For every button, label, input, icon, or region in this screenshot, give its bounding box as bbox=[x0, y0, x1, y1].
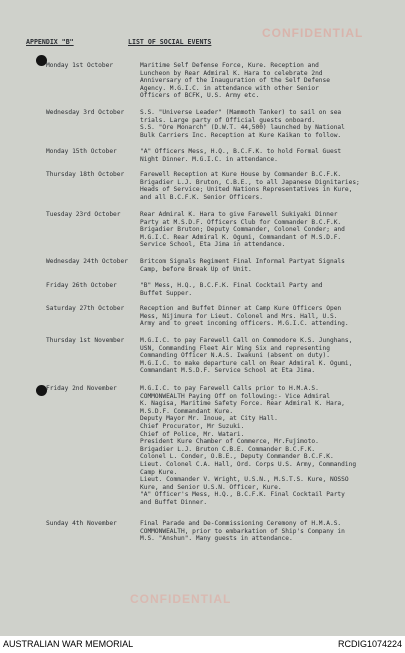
event-description: Reception and Buffet Dinner at Camp Kure Officers Open Mess, Nijimura for Lieut. Colonel and Mrs. Hall, U.S. Army and to greet incoming officers. M.G.I.C. attending. bbox=[140, 305, 349, 328]
event-date: Saturday 27th October bbox=[46, 305, 125, 312]
event-date: Friday 2nd November bbox=[46, 385, 117, 392]
event-date: Monday 15th October bbox=[46, 148, 117, 155]
event-date: Tuesday 23rd October bbox=[46, 211, 121, 218]
record-id: RCDIG1074224 bbox=[337, 639, 402, 649]
event-date: Monday 1st October bbox=[46, 62, 114, 69]
confidential-stamp: CONFIDENTIAL bbox=[130, 592, 232, 606]
event-description: Final Parade and De-Commissioning Ceremony of H.M.A.S. COMMONWEALTH, prior to embarkation of Ship's Company in M.S. "Anshun". Many guests in attendance. bbox=[140, 520, 345, 543]
event-description: "A" Officers Mess, H.Q., B.C.F.K. to hold Formal Guest Night Dinner. M.G.I.C. in attendance. bbox=[140, 148, 342, 163]
event-description: Britcom Signals Regiment Final Informal Partyat Signals Camp, before Break Up of Unit. bbox=[140, 258, 345, 273]
archive-name: AUSTRALIAN WAR MEMORIAL bbox=[3, 639, 134, 649]
document-title: LIST OF SOCIAL EVENTS bbox=[128, 38, 212, 46]
event-date: Wednesday 24th October bbox=[46, 258, 128, 265]
event-description: Maritime Self Defense Force, Kure. Reception and Luncheon by Rear Admiral K. Hara to celebrate 2nd Anniversary of the Inauguration of the Self Defense Agency. M.G.I.C. in attendance with other Senior Officers of BCFK, U.S. Army etc. bbox=[140, 62, 330, 100]
event-description: Farewell Reception at Kure House by Commander B.C.F.K. Brigadier L.J. Bruton, C.B.E., to all Japanese Dignitaries; Heads of Service; United Nations Representatives in Kure, and all B.C.F.K. Senior Officers. bbox=[140, 171, 360, 201]
event-description: Rear Admiral K. Hara to give Farewell Sukiyaki Dinner Party at M.S.D.F. Officers Club for Commander B.C.F.K. Brigadier Bruton; Deputy Commander, Colonel Conder; and M.G.I.C. Rear Admiral K. Ogumi, Commandant of M.S.D.F. Service School, Eta Jima in attendance. bbox=[140, 211, 345, 249]
event-description: "B" Mess, H.Q., B.C.F.K. Final Cocktail Party and Buffet Supper. bbox=[140, 282, 323, 297]
event-date: Sunday 4th November bbox=[46, 520, 117, 527]
event-description: M.G.I.C. to pay Farewell Call on Commodore K.S. Junghans, USN, Commanding Fleet Air Wing Six and representing Commanding Officer N.A.S. Iwakuni (absent on duty). M.G.I.C. to make departure call on Rear Admiral K. Ogumi, Commandant M.S.D.F. Service School at Eta Jima. bbox=[140, 337, 353, 375]
event-date: Thursday 1st November bbox=[46, 337, 125, 344]
archive-footer bbox=[0, 636, 405, 653]
event-date: Wednesday 3rd October bbox=[46, 109, 125, 116]
event-date: Friday 26th October bbox=[46, 282, 117, 289]
event-description: S.S. "Universe Leader" (Mammoth Tanker) to sail on sea trials. Large party of Official guests onboard. S.S. "Ore Monarch" (D.W.T. 44,500) launched by National Bulk Carriers Inc. Reception at Kure Kaikan to follow. bbox=[140, 109, 345, 139]
event-description: M.G.I.C. to pay Farewell Calls prior to H.M.A.S. COMMONWEALTH Paying Off on following:- Vice Admiral K. Nagisa, Maritime Safety Force. Rear Admiral K. Hara, M.S.D.F. Commandant Kure. Deputy Mayor Mr. Inoue, at City Hall. Chief Procurator, Mr Suzuki. Chief of Police, Mr. Watari. President Kure Chamber of Commerce, Mr.Fujimoto. Brigadier L.J. Bruton C.B.E. Commander B.C.F.K. Colonel L. Conder, O.B.E., Deputy Commander B.C.F.K. Lieut. Colonel C.A. Hall, Ord. Corps U.S. Army, Commanding Camp Kure. Lieut. Commander V. Wright, U.S.N., M.S.T.S. Kure, NOSSO Kure, and Senior U.S.N. Officer, Kure. "A" Officer's Mess, H.Q., B.C.F.K. Final Cocktail Party and Buffet Dinner. bbox=[140, 385, 357, 506]
appendix-label: APPENDIX "B" bbox=[26, 38, 74, 46]
confidential-stamp: CONFIDENTIAL bbox=[262, 26, 364, 40]
event-date: Thursday 18th October bbox=[46, 171, 125, 178]
